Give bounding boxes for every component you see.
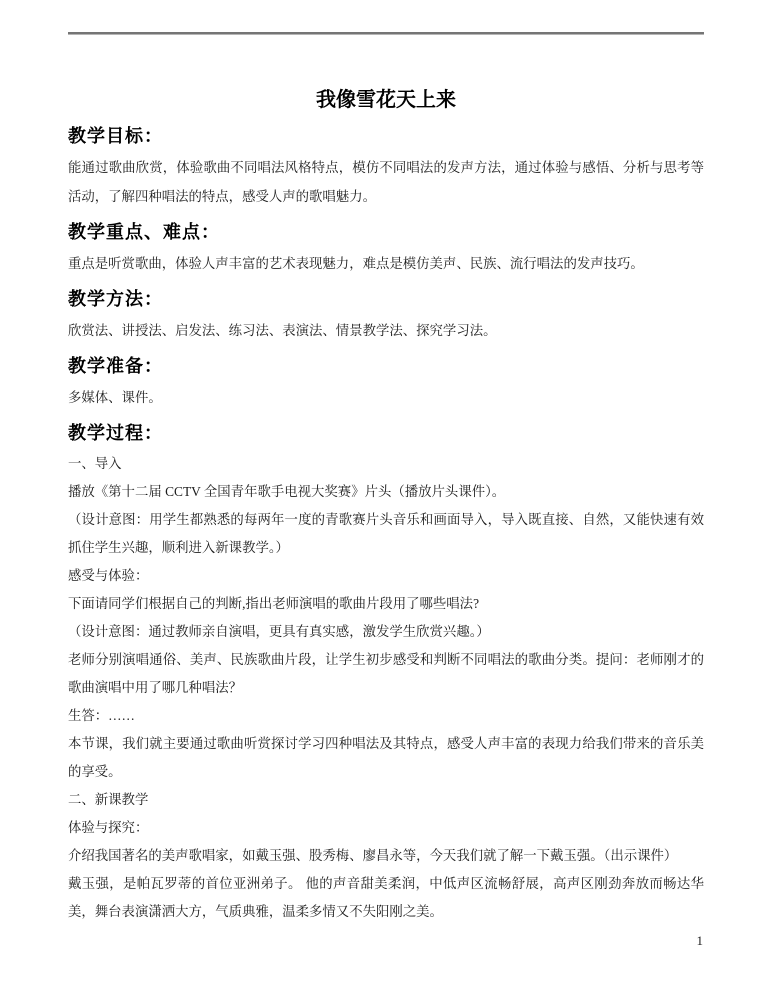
- section-heading: 教学准备：: [68, 356, 163, 376]
- body-paragraph: （设计意图：通过教师亲自演唱，更具有真实感，激发学生欣赏兴趣。）: [68, 624, 490, 639]
- body-paragraph: 生答：……: [68, 708, 135, 723]
- sections-container: [68, 121, 704, 926]
- document-content: [68, 32, 704, 926]
- body-paragraph: 感受与体验：: [68, 568, 149, 583]
- section-heading: 教学重点、难点：: [68, 222, 220, 242]
- body-paragraph: 一、导入: [68, 456, 122, 471]
- body-paragraph: 本节课，我们就主要通过歌曲听赏探讨学习四种唱法及其特点，感受人声丰富的表现力给我们带来的音乐美的享受。: [68, 736, 704, 779]
- lesson-plan-section: [68, 351, 704, 412]
- body-paragraph: 下面请同学们根据自己的判断,指出老师演唱的歌曲片段用了哪些唱法?: [68, 596, 480, 611]
- body-paragraph: 欣赏法、讲授法、启发法、练习法、表演法、情景教学法、探究学习法。: [68, 323, 497, 338]
- section-heading: 教学过程：: [68, 423, 163, 443]
- page-number: 1: [696, 933, 703, 948]
- body-paragraph: 重点是听赏歌曲，体验人声丰富的艺术表现魅力，难点是模仿美声、民族、流行唱法的发声技巧。: [68, 256, 644, 271]
- body-paragraph: 多媒体、课件。: [68, 390, 162, 405]
- section-heading: 教学目标：: [68, 126, 163, 146]
- lesson-plan-section: [68, 418, 704, 926]
- lesson-plan-section: [68, 121, 704, 211]
- lesson-plan-section: [68, 284, 704, 345]
- lesson-plan-section: [68, 217, 704, 278]
- body-paragraph: 体验与探究：: [68, 820, 149, 835]
- body-paragraph: 能通过歌曲欣赏，体验歌曲不同唱法风格特点，模仿不同唱法的发声方法，通过体验与感悟、分析与思考等活动，了解四种唱法的特点，感受人声的歌唱魅力。: [68, 160, 704, 204]
- section-heading: 教学方法：: [68, 289, 163, 309]
- body-paragraph: 介绍我国著名的美声歌唱家，如戴玉强、股秀梅、廖昌永等，今天我们就了解一下戴玉强。（出示课件）: [68, 848, 678, 863]
- body-paragraph: 二、新课教学: [68, 792, 149, 807]
- document-title: 我像雪花天上来: [316, 89, 456, 111]
- body-paragraph: 老师分别演唱通俗、美声、民族歌曲片段，让学生初步感受和判断不同唱法的歌曲分类。提问：老师刚才的歌曲演唱中用了哪几种唱法？: [68, 652, 704, 695]
- body-paragraph: （设计意图：用学生都熟悉的每两年一度的青歌赛片头音乐和画面导入，导入既直接、自然，又能快速有效抓住学生兴趣，顺利进入新课教学。）: [68, 512, 704, 555]
- header-rule: [68, 32, 704, 35]
- body-paragraph: 播放《第十二届 CCTV 全国青年歌手电视大奖赛》片头（播放片头课件）。: [68, 484, 506, 499]
- body-paragraph: 戴玉强，是帕瓦罗蒂的首位亚洲弟子。 他的声音甜美柔润，中低声区流畅舒展，高声区刚劲奔放而畅达华美，舞台表演潇洒大方，气质典雅，温柔多情又不失阳刚之美。: [68, 876, 704, 919]
